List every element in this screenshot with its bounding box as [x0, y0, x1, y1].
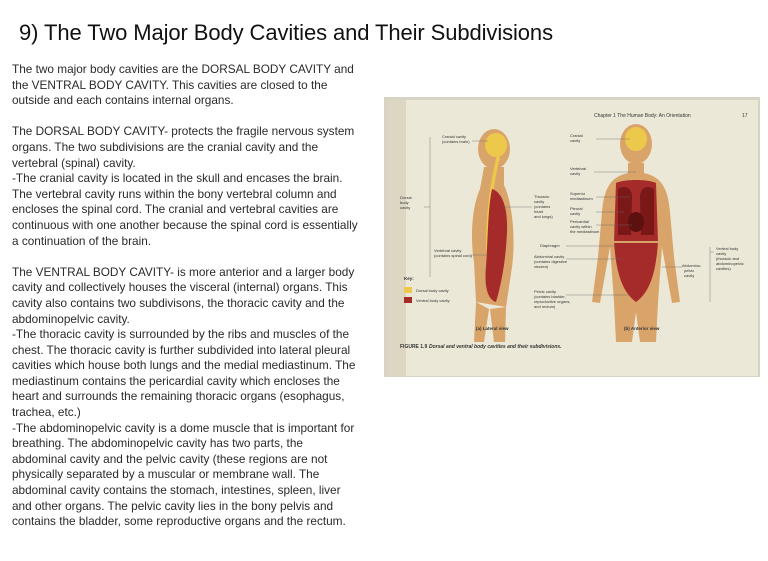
- thoracic-paragraph: -The thoracic cavity is surrounded by the ribs and muscles of the chest. The thoracic cavity is further subdivided into lateral pleural cavities which house both lungs and the medial mediastinum. The mediastinum contains the pericardial cavity which encloses the heart and surrounds the remaining thoracic organs (esophagus, trachea, etc.): [12, 327, 356, 420]
- label-pericardial-mediastinum: the mediastinum: [570, 229, 600, 234]
- anterior-pericardial-cavity: [628, 212, 644, 232]
- label-thoracic-heart: heart: [534, 209, 544, 214]
- label-cranial-b: Cranial: [570, 133, 583, 138]
- label-thoracic: Thoracic: [534, 194, 550, 199]
- label-abdominal: Abdominal cavity: [534, 254, 565, 259]
- key-ventral-label: Ventral body cavity: [416, 298, 450, 303]
- page-shadow: [388, 100, 406, 376]
- label-abdomino: Abdomino-: [682, 263, 702, 268]
- label-vertebral-cavity: Vertebral cavity: [434, 248, 462, 253]
- abdominopelvic-paragraph: -The abdominopelvic cavity is a dome muscle that is important for breathing. The abdominopelvic cavity has two parts, the abdominal cavity and the pelvic cavity (these regions are not physically separated by a muscular or membrane wall. The abdominal cavity contains the stomach, intestines, spleen, liver and other organs. The pelvic cavity lies in the bony pelvis and contains the bladder, some reproductive organs and the rectum.: [12, 420, 355, 529]
- label-dorsal-body: body: [400, 200, 409, 205]
- label-ventral-cavity: cavity: [716, 251, 727, 256]
- cranial-paragraph: -The cranial cavity is located in the skull and encases the brain. The vertebral cavity runs within the bony vertebral column and encloses the spinal cord. The cranial and vertebral cavities are continuous with one another because the spinal cord is essentially a continuation of the brain.: [12, 171, 358, 248]
- body-text: [12, 62, 360, 530]
- label-superior: Superior: [570, 191, 586, 196]
- label-ventral-thoracic: (thoracic and: [716, 256, 740, 261]
- label-ventral-abdominopelvic: abdominopelvic: [716, 261, 744, 266]
- figure-page-number: 17: [742, 113, 748, 119]
- label-pericardial: Pericardial: [570, 219, 589, 224]
- label-dorsal: Dorsal: [400, 195, 412, 200]
- label-ventral-cavities: cavities): [716, 266, 731, 271]
- label-thoracic-cavity: cavity: [534, 199, 545, 204]
- label-superior-mediastinum: mediastinum: [570, 196, 593, 201]
- figure-caption-text: Dorsal and ventral body cavities and their subdivisions.: [429, 344, 562, 350]
- key-dorsal-label: Dorsal body cavity: [416, 288, 449, 293]
- key-dorsal-swatch: [404, 287, 412, 293]
- body-cavities-figure: [384, 97, 760, 377]
- label-vertebral-b: Vertebral: [570, 166, 587, 171]
- label-pleural: Pleural: [570, 206, 583, 211]
- label-dorsal-cavity: cavity: [400, 205, 411, 210]
- label-abdominal-viscera: viscera): [534, 264, 549, 269]
- page-title: 9) The Two Major Body Cavities and Their Subdivisions: [19, 20, 553, 45]
- intro-paragraph: The two major body cavities are the DORSAL BODY CAVITY and the VENTRAL BODY CAVITY. This cavities are closed to the outside and each contains internal organs.: [12, 62, 354, 108]
- ventral-paragraph: The VENTRAL BODY CAVITY- is more anterior and a larger body cavity and collectively houses the visceral (internal) organs. This cavity also contains two subdivisons, the thoracic cavity and the abdominopelvic cavity.: [12, 264, 355, 326]
- label-vertebral-note: (contains spinal cord): [434, 253, 473, 258]
- figure-header: Chapter 1 The Human Body: An Orientation: [594, 113, 691, 119]
- figure-svg: [384, 97, 760, 377]
- label-pericardial-within: cavity within: [570, 224, 592, 229]
- figure-caption-label: FIGURE 1.9: [400, 344, 428, 350]
- label-abdomino-cavity: cavity: [684, 273, 695, 278]
- label-vertebral-b-cavity: cavity: [570, 171, 581, 176]
- anterior-view-label: (b) Anterior view: [624, 326, 660, 331]
- lateral-view-label: (a) Lateral view: [476, 326, 509, 331]
- label-cranial-b-cavity: cavity: [570, 138, 581, 143]
- key-title: Key:: [404, 276, 414, 281]
- label-pleural-cavity: cavity: [570, 211, 581, 216]
- dorsal-paragraph: The DORSAL BODY CAVITY- protects the fragile nervous system organs. The two subdivisions are the cranial cavity and the vertebral (spinal) cavity.: [12, 124, 355, 170]
- key-ventral-swatch: [404, 297, 412, 303]
- label-thoracic-lungs: and lungs): [534, 214, 553, 219]
- label-cranial-cavity: Cranial cavity: [442, 134, 467, 139]
- label-ventral-body: Ventral body: [716, 246, 739, 251]
- label-thoracic-contains: (contains: [534, 204, 551, 209]
- label-pelvic-bladder: (contains bladder,: [534, 294, 566, 299]
- label-pelvic: Pelvic cavity: [534, 289, 557, 294]
- label-abdominal-contains: (contains digestive: [534, 259, 568, 264]
- label-pelvic-reproductive: reproductive organs,: [534, 299, 571, 304]
- label-diaphragm: Diaphragm: [540, 243, 560, 248]
- lateral-cranial-cavity: [485, 133, 507, 157]
- label-abdomino-pelvic: pelvic: [684, 268, 695, 273]
- label-pelvic-rectum: and rectum): [534, 304, 556, 309]
- label-cranial-cavity-note: (contains brain): [442, 139, 470, 144]
